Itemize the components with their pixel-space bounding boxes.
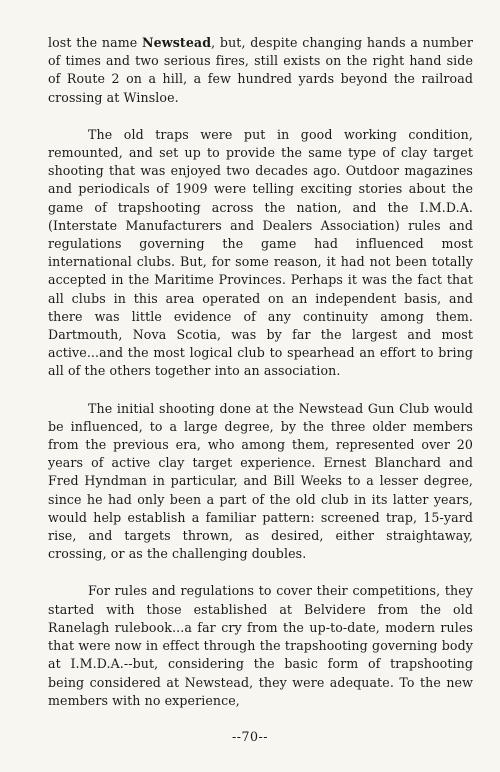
paragraph-3: The initial shooting done at the Newstead Gun Club would be influenced, to a large degree, by the three older members from the previous era, who among them, represented over 20 years of active clay target experience. Ernest Blanchard and Fred Hyndman in particular, and Bill Weeks to a lesser degree, since he had only been a part of the old club in its latter years, would help establish a familiar pattern: screened trap, 15-yard rise, and targets thrown, as desired, either straightaway, crossing, or as the challenging doubles. [48,400,473,562]
paragraph-2: The old traps were put in good working condition, remounted, and set up to provide the same type of clay target shooting that was enjoyed two decades ago. Outdoor magazines and periodicals of 1909 were telling exciting stories about the game of trapshooting across the nation, and the I.M.D.A. (Interstate Manufacturers and Dealers Association) rules and regulations governing the game had influenced most international clubs. But, for some reason, it had not been totally accepted in the Maritime Provinces. Perhaps it was the fact that all clubs in this area operated on an independent basis, and there was little evidence of any continuity among them. Dartmouth, Nova Scotia, was by far the largest and most active...and the most logical club to spearhead an effort to bring all of the others together into an association. [48,126,473,379]
paragraph-1-rest: , but, despite changing hands a number of times and two serious fires, still exists on the right hand side of Route 2 on a hill, a few hundred yards beyond the railroad crossing at Winsloe. [48,35,473,105]
newstead-bold-text: Newstead [142,35,212,50]
paragraph-1 [48,34,473,107]
page-number: --70-- [231,729,269,744]
paragraph-4: For rules and regulations to cover their competitions, they started with those established at Belvidere from the old Ranelagh rulebook...a far cry from the up-to-date, modern rules that were now in effect through the trapshooting governing body at I.M.D.A.--but, considering the basic form of trapshooting being considered at Newstead, they were adequate. To the new members with no experience, [48,583,473,708]
body-text [48,34,473,729]
paragraph-1-lead: lost the name [48,35,143,50]
